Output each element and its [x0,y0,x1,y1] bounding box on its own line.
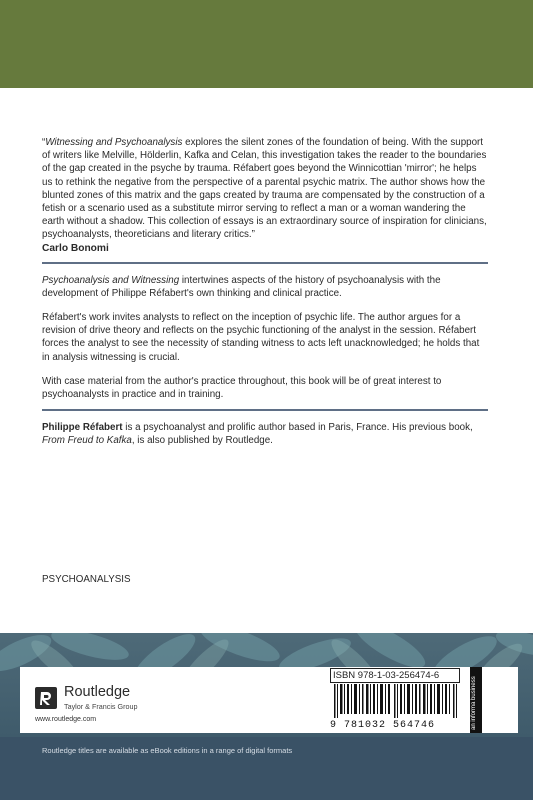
isbn-label: ISBN 978-1-03-256474-6 [330,668,460,683]
endorser-name: Carlo Bonomi [42,242,109,254]
footer-band [0,737,533,800]
ebook-notice: Routledge titles are available as eBook editions in a range of digital formats [42,746,293,755]
routledge-logo-icon [35,687,57,709]
publisher-group: Taylor & Francis Group [64,702,138,711]
divider-1 [42,262,488,264]
description-paragraph-2: Réfabert's work invites analysts to reflect on the inception of psychic life. The author argues for a revision of drive theory and reflects on the psychic functioning of the analyst in the session. Réfabert forces the analyst to see the necessity of standing witness to acts left unacknowledged; he holds that in analysis witnessing is crucial. [42,312,480,363]
subject-category: PSYCHOANALYSIS [42,574,131,585]
publisher-name: Routledge [64,684,131,700]
divider-2 [42,409,488,411]
endorsement-book-title: Witnessing and Psychoanalysis [45,137,183,148]
isbn-digits: 9 781032 564746 [330,720,436,731]
barcode-icon [334,684,460,718]
description-paragraph-1: Psychoanalysis and Witnessing intertwines aspects of the history of psychoanalysis with the development of Philippe Réfabert's own thinking and clinical practice. [42,274,441,299]
author-name: Philippe Réfabert [42,422,123,434]
isbn-barcode-block [330,668,468,730]
description-paragraph-3: With case material from the author's practice throughout, this book will be of great interest to psychoanalysts in practice and in training. [42,375,442,401]
author-bio: Philippe Réfabert is a psychoanalyst and prolific author based in Paris, France. His previous book, From Freud to Kafka, is also published by Routledge. [42,422,473,447]
top-color-band [0,0,533,88]
informa-label: an informa business [471,676,477,730]
back-cover-text [42,136,488,448]
publisher-website[interactable]: www.routledge.com [35,716,97,723]
endorsement-quote: “Witnessing and Psychoanalysis explores the silent zones of the foundation of being. With the support of writers like Melville, Hölderlin, Kafka and Celan, this investigation takes the reader to the boundaries of the gap created in the psyche by trauma. Réfabert goes beyond the Winnicottian 'mirror'; he helps us to rethink the negative from the perspective of a parental psychic matrix. The author shows how the blunted zones of this matrix and the gaps created by trauma are compensated by the construction of a fetish or a scenario used as a substitute mirror serving to reflect a man or a woman wandering the earth without a shadow. This collection of essays is an extraordinary source of inspiration for clinicians, psychoanalysts, theoreticians and literary critics.” [42,137,487,241]
